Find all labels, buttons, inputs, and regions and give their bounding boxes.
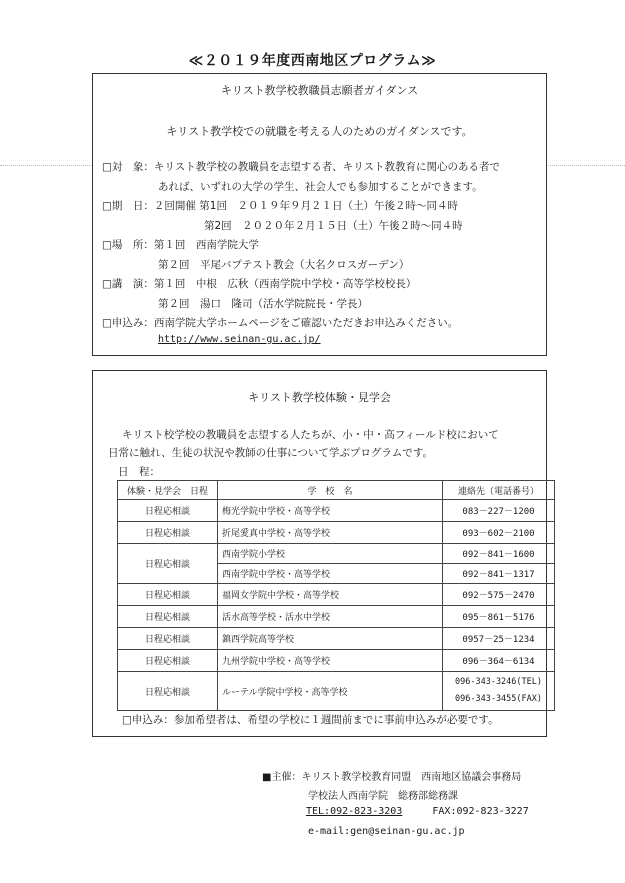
target-label: □対 象：: [102, 161, 154, 173]
page-title: ≪２０１９年度西南地区プログラム≫: [188, 53, 437, 69]
place-row: [102, 237, 259, 252]
row-school: ルーテル学院中学校・高等学校: [218, 672, 443, 711]
row-phone: 083－227－1200: [443, 500, 555, 522]
row-school: 福岡女学院中学校・高等学校: [218, 584, 443, 606]
guidance-intro: キリスト教学校での就職を考える人のためのガイダンスです。: [166, 125, 473, 138]
apply-text-1: 西南学院大学ホームページをご確認いただきお申込みください。: [153, 317, 459, 329]
place-label: □場 所：: [102, 239, 154, 251]
row-school: 鎮西学院高等学校: [218, 628, 443, 650]
lecture-text-2: 第２回 湯口 隆司（活水学院院長・学長）: [158, 298, 368, 310]
website-link[interactable]: http://www.seinan-gu.ac.jp/: [158, 334, 321, 345]
table-header-row: [118, 481, 555, 500]
table-row: [118, 500, 555, 522]
date-row: [102, 198, 458, 213]
apply-row: [102, 315, 458, 330]
row-school: 折尾愛真中学校・高等学校: [218, 522, 443, 544]
experience-intro-2: 日常に触れ、生徒の状況や教師の仕事について学ぶプログラムです。: [108, 447, 433, 459]
schedule-label: 日 程：: [118, 466, 160, 478]
lecture-label: □講 演：: [102, 278, 154, 290]
row-date: 日程応相談: [118, 672, 218, 711]
table-row: [118, 650, 555, 672]
row-school: 梅光学院中学校・高等学校: [218, 500, 443, 522]
row-phone: 093－602－2100: [443, 522, 555, 544]
date-text-1: ２回開催 第1回 ２０１９年９月２１日（土）午後２時～同４時: [153, 200, 458, 212]
row-date: 日程応相談: [118, 628, 218, 650]
row-phone: 092－841－1600: [443, 544, 555, 564]
tel-number: TEL:092-823-3203: [306, 806, 403, 817]
date-label: □期 日：: [102, 200, 154, 212]
table-row: [118, 606, 555, 628]
experience-heading: キリスト教学校体験・見学会: [248, 391, 391, 404]
row-date: 日程応相談: [118, 650, 218, 672]
experience-apply-note: □申込み：参加希望者は、希望の学校に１週間前までに事前申込みが必要です。: [122, 714, 499, 726]
place-text-2: 第２回 平尾バプテスト教会（大名クロスガーデン）: [158, 259, 410, 271]
target-row: [102, 159, 500, 174]
margin-dotted-line-left: [0, 165, 92, 166]
row-school: 活水高等学校・活水中学校: [218, 606, 443, 628]
row-fax: 096-343-3455(FAX): [455, 694, 542, 704]
guidance-heading: キリスト教学校教職員志願者ガイダンス: [220, 84, 419, 97]
row-date: 日程応相談: [118, 544, 218, 584]
header-school: 学 校 名: [218, 481, 443, 500]
row-date: 日程応相談: [118, 584, 218, 606]
office-line: 学校法人西南学院 総務部総務課: [308, 791, 458, 802]
fax-number: FAX:092-823-3227: [432, 806, 529, 817]
table-row: [118, 544, 555, 564]
target-text-1: キリスト教学校の教職員を志望する者、キリスト教教育に関心のある者で: [153, 161, 501, 173]
header-date: 体験・見学会 日程: [118, 481, 218, 500]
organizer-line: ■主催：キリスト教学校教育同盟 西南地区協議会事務局: [262, 772, 522, 783]
lecture-text-1: 第１回 中根 広秋（西南学院中学校・高等学校校長）: [153, 278, 417, 290]
schedule-table: [117, 480, 555, 711]
target-text-2: あれば、いずれの大学の学生、社会人でも参加することができます。: [158, 181, 483, 193]
row-phone: 095－861－5176: [443, 606, 555, 628]
margin-dotted-line-right: [548, 165, 625, 166]
row-school: 九州学院中学校・高等学校: [218, 650, 443, 672]
contact-line: [306, 806, 529, 817]
experience-intro-1: キリスト校学校の教職員を志望する人たちが、小・中・高フィールド校において: [122, 429, 499, 441]
table-row: [118, 672, 555, 711]
row-phone: 092－575－2470: [443, 584, 555, 606]
email-address[interactable]: e-mail:gen@seinan-gu.ac.jp: [308, 826, 465, 837]
row-phone: 092－841－1317: [443, 564, 555, 584]
apply-label: □申込み：: [102, 317, 154, 329]
row-school: 西南学院小学校: [218, 544, 443, 564]
row-phone: 096-343-3246(TEL): [455, 677, 542, 687]
row-date: 日程応相談: [118, 500, 218, 522]
table-row: [118, 522, 555, 544]
table-row: [118, 584, 555, 606]
place-text-1: 第１回 西南学院大学: [153, 239, 259, 251]
header-contact: 連絡先（電話番号）: [443, 481, 555, 500]
row-date: 日程応相談: [118, 522, 218, 544]
table-row: [118, 628, 555, 650]
row-phone: 0957－25－1234: [443, 628, 555, 650]
row-date: 日程応相談: [118, 606, 218, 628]
row-school: 西南学院中学校・高等学校: [218, 564, 443, 584]
guidance-box: [92, 73, 547, 356]
row-phone-group: [443, 672, 555, 711]
row-phone: 096－364－6134: [443, 650, 555, 672]
lecture-row: [102, 276, 416, 291]
date-text-2: 第2回 ２０２０年２月１５日（土）午後２時～同４時: [204, 220, 463, 232]
